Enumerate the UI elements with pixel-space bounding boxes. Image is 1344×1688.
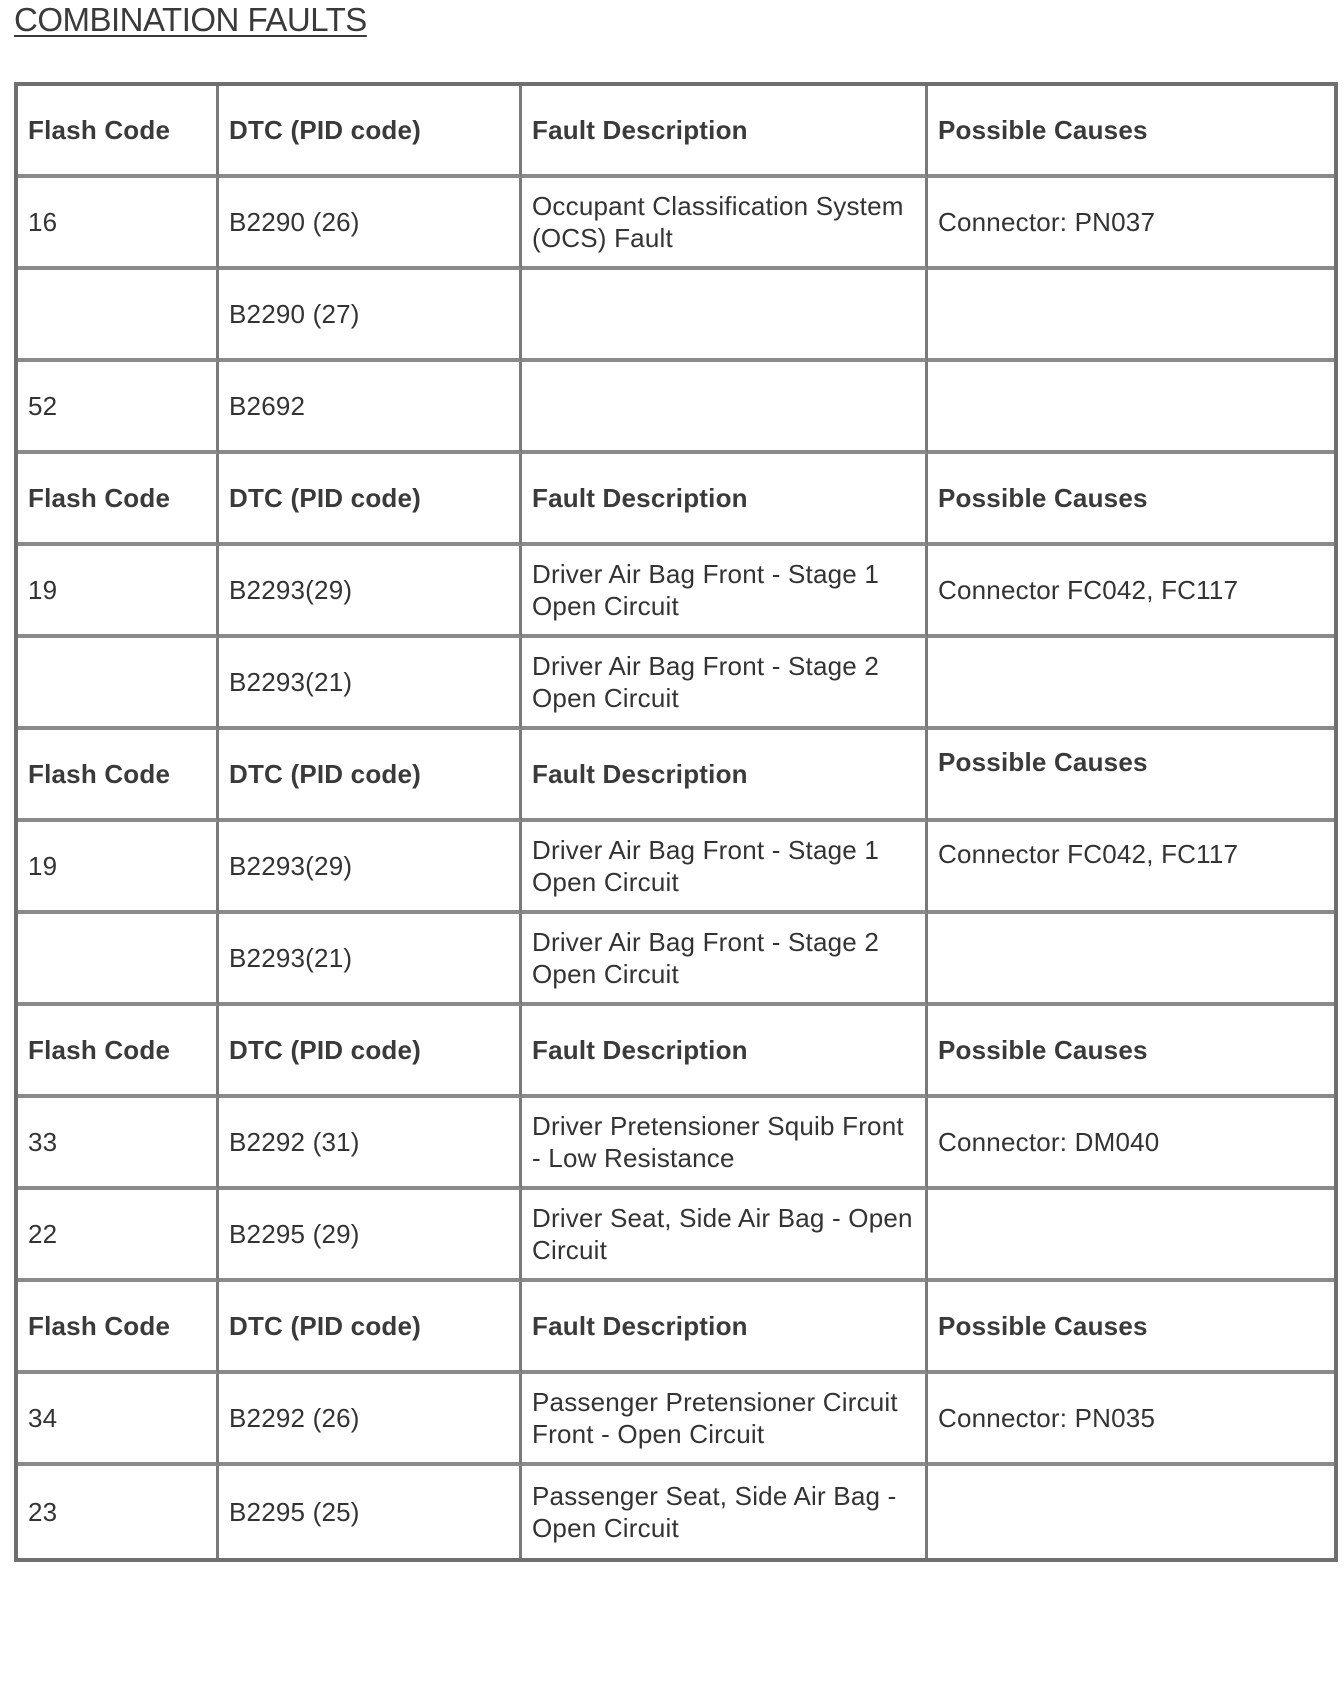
table-header-row [18, 454, 1334, 546]
possible-causes-cell: Connector FC042, FC117 [928, 546, 1334, 638]
table-row [18, 1374, 1334, 1466]
header-fault-description: Fault Description [522, 1006, 928, 1098]
flash-code-cell [18, 638, 219, 730]
table-header-row [18, 86, 1334, 178]
possible-causes-cell [928, 914, 1334, 1006]
table-row [18, 270, 1334, 362]
fault-description-cell: Driver Seat, Side Air Bag - Open Circuit [522, 1190, 928, 1282]
fault-description-cell: Occupant Classification System (OCS) Fault [522, 178, 928, 270]
table-row [18, 1190, 1334, 1282]
fault-description-cell: Driver Air Bag Front - Stage 2 Open Circuit [522, 638, 928, 730]
possible-causes-cell [928, 1190, 1334, 1282]
table-row [18, 546, 1334, 638]
header-flash-code: Flash Code [18, 1006, 219, 1098]
flash-code-cell: 19 [18, 822, 219, 914]
page-title: COMBINATION FAULTS [14, 1, 367, 38]
fault-description-cell [522, 362, 928, 454]
flash-code-cell: 52 [18, 362, 219, 454]
header-flash-code: Flash Code [18, 730, 219, 822]
flash-code-cell: 19 [18, 546, 219, 638]
table-header-row [18, 1006, 1334, 1098]
header-possible-causes: Possible Causes [928, 730, 1334, 822]
dtc-cell: B2293(21) [219, 638, 522, 730]
header-flash-code: Flash Code [18, 454, 219, 546]
possible-causes-cell [928, 1466, 1334, 1558]
table-row [18, 1466, 1334, 1558]
possible-causes-cell [928, 638, 1334, 730]
flash-code-cell [18, 270, 219, 362]
table-row [18, 822, 1334, 914]
flash-code-cell: 34 [18, 1374, 219, 1466]
flash-code-cell: 22 [18, 1190, 219, 1282]
header-possible-causes: Possible Causes [928, 454, 1334, 546]
possible-causes-cell [928, 270, 1334, 362]
header-fault-description: Fault Description [522, 454, 928, 546]
header-fault-description: Fault Description [522, 86, 928, 178]
fault-description-cell: Driver Air Bag Front - Stage 1 Open Circuit [522, 546, 928, 638]
header-dtc: DTC (PID code) [219, 1006, 522, 1098]
table-row [18, 638, 1334, 730]
header-dtc: DTC (PID code) [219, 86, 522, 178]
fault-description-cell [522, 270, 928, 362]
dtc-cell: B2295 (29) [219, 1190, 522, 1282]
dtc-cell: B2290 (27) [219, 270, 522, 362]
dtc-cell: B2293(21) [219, 914, 522, 1006]
header-fault-description: Fault Description [522, 730, 928, 822]
combination-faults-table [14, 82, 1338, 1562]
fault-description-cell: Driver Pretensioner Squib Front - Low Resistance [522, 1098, 928, 1190]
possible-causes-cell: Connector FC042, FC117 [928, 822, 1334, 914]
table-row [18, 914, 1334, 1006]
header-possible-causes: Possible Causes [928, 1282, 1334, 1374]
dtc-cell: B2293(29) [219, 822, 522, 914]
dtc-cell: B2295 (25) [219, 1466, 522, 1558]
possible-causes-cell: Connector: PN035 [928, 1374, 1334, 1466]
table-header-row [18, 730, 1334, 822]
header-flash-code: Flash Code [18, 86, 219, 178]
table-body [18, 86, 1334, 1558]
fault-description-cell: Passenger Pretensioner Circuit Front - Open Circuit [522, 1374, 928, 1466]
header-dtc: DTC (PID code) [219, 454, 522, 546]
fault-description-cell: Passenger Seat, Side Air Bag - Open Circuit [522, 1466, 928, 1558]
possible-causes-cell [928, 362, 1334, 454]
table-row [18, 1098, 1334, 1190]
flash-code-cell: 16 [18, 178, 219, 270]
table-header-row [18, 1282, 1334, 1374]
flash-code-cell [18, 914, 219, 1006]
header-dtc: DTC (PID code) [219, 1282, 522, 1374]
fault-description-cell: Driver Air Bag Front - Stage 1 Open Circuit [522, 822, 928, 914]
dtc-cell: B2292 (31) [219, 1098, 522, 1190]
header-possible-causes: Possible Causes [928, 1006, 1334, 1098]
header-fault-description: Fault Description [522, 1282, 928, 1374]
header-possible-causes: Possible Causes [928, 86, 1334, 178]
dtc-cell: B2293(29) [219, 546, 522, 638]
dtc-cell: B2290 (26) [219, 178, 522, 270]
flash-code-cell: 23 [18, 1466, 219, 1558]
possible-causes-cell: Connector: PN037 [928, 178, 1334, 270]
fault-description-cell: Driver Air Bag Front - Stage 2 Open Circuit [522, 914, 928, 1006]
table-row [18, 178, 1334, 270]
dtc-cell: B2292 (26) [219, 1374, 522, 1466]
possible-causes-cell: Connector: DM040 [928, 1098, 1334, 1190]
flash-code-cell: 33 [18, 1098, 219, 1190]
header-dtc: DTC (PID code) [219, 730, 522, 822]
header-flash-code: Flash Code [18, 1282, 219, 1374]
dtc-cell: B2692 [219, 362, 522, 454]
table-row [18, 362, 1334, 454]
